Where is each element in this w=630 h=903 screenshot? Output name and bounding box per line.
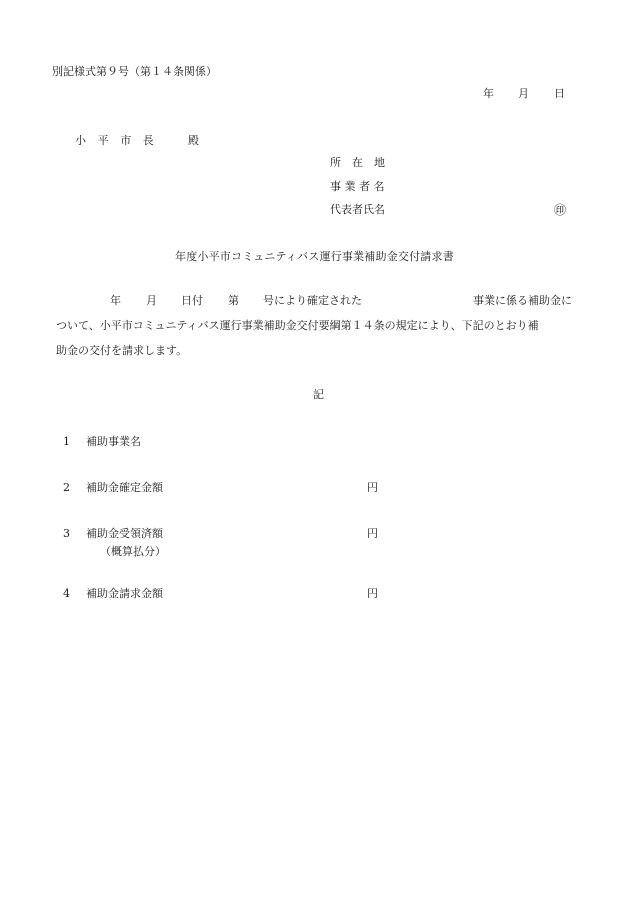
document-title: 年度小平市コミュニティバス運行事業補助金交付請求書 — [175, 250, 454, 263]
form-number: 別記様式第９号（第１４条関係） — [52, 65, 217, 78]
body-confirmed-text: 号により確定された — [263, 294, 362, 307]
body-dated-label: 日付 — [181, 294, 203, 307]
body-line-1 — [0, 295, 630, 309]
item-3-number: 3 — [63, 527, 70, 540]
addressee: 小 平 市 長 殿 — [75, 134, 200, 147]
body-line-3: 助金の交付を請求します。 — [56, 344, 188, 357]
address-label: 所 在 地 — [330, 156, 385, 169]
body-line-2: ついて、小平市コミュニティバス運行事業補助金交付要綱第１４条の規定により、下記のとおり補 — [56, 319, 539, 332]
item-2-yen-unit: 円 — [367, 481, 378, 494]
item-2-label: 補助金確定金額 — [86, 481, 163, 494]
seal-mark-icon: ㊞ — [554, 203, 567, 217]
date-year-label: 年 — [483, 87, 494, 100]
item-3-sublabel: （概算払分） — [100, 545, 166, 558]
body-number-prefix: 第 — [228, 294, 239, 307]
ki-heading: 記 — [313, 388, 324, 401]
item-3-yen-unit: 円 — [367, 527, 378, 540]
item-4-yen-unit: 円 — [367, 587, 378, 600]
business-name-label: 事 業 者 名 — [330, 180, 385, 193]
item-3-label: 補助金受領済額 — [86, 527, 163, 540]
item-1-label: 補助事業名 — [86, 435, 141, 448]
date-month-label: 月 — [518, 87, 529, 100]
body-month-label: 月 — [146, 294, 157, 307]
body-year-label: 年 — [110, 294, 121, 307]
item-4-number: 4 — [63, 587, 70, 600]
item-1-number: 1 — [63, 435, 70, 448]
body-project-text: 事業に係る補助金に — [473, 294, 572, 307]
date-day-label: 日 — [554, 87, 565, 100]
representative-name-label: 代表者氏名 — [330, 203, 385, 216]
item-2-number: 2 — [63, 481, 70, 494]
item-4-label: 補助金請求金額 — [86, 587, 163, 600]
